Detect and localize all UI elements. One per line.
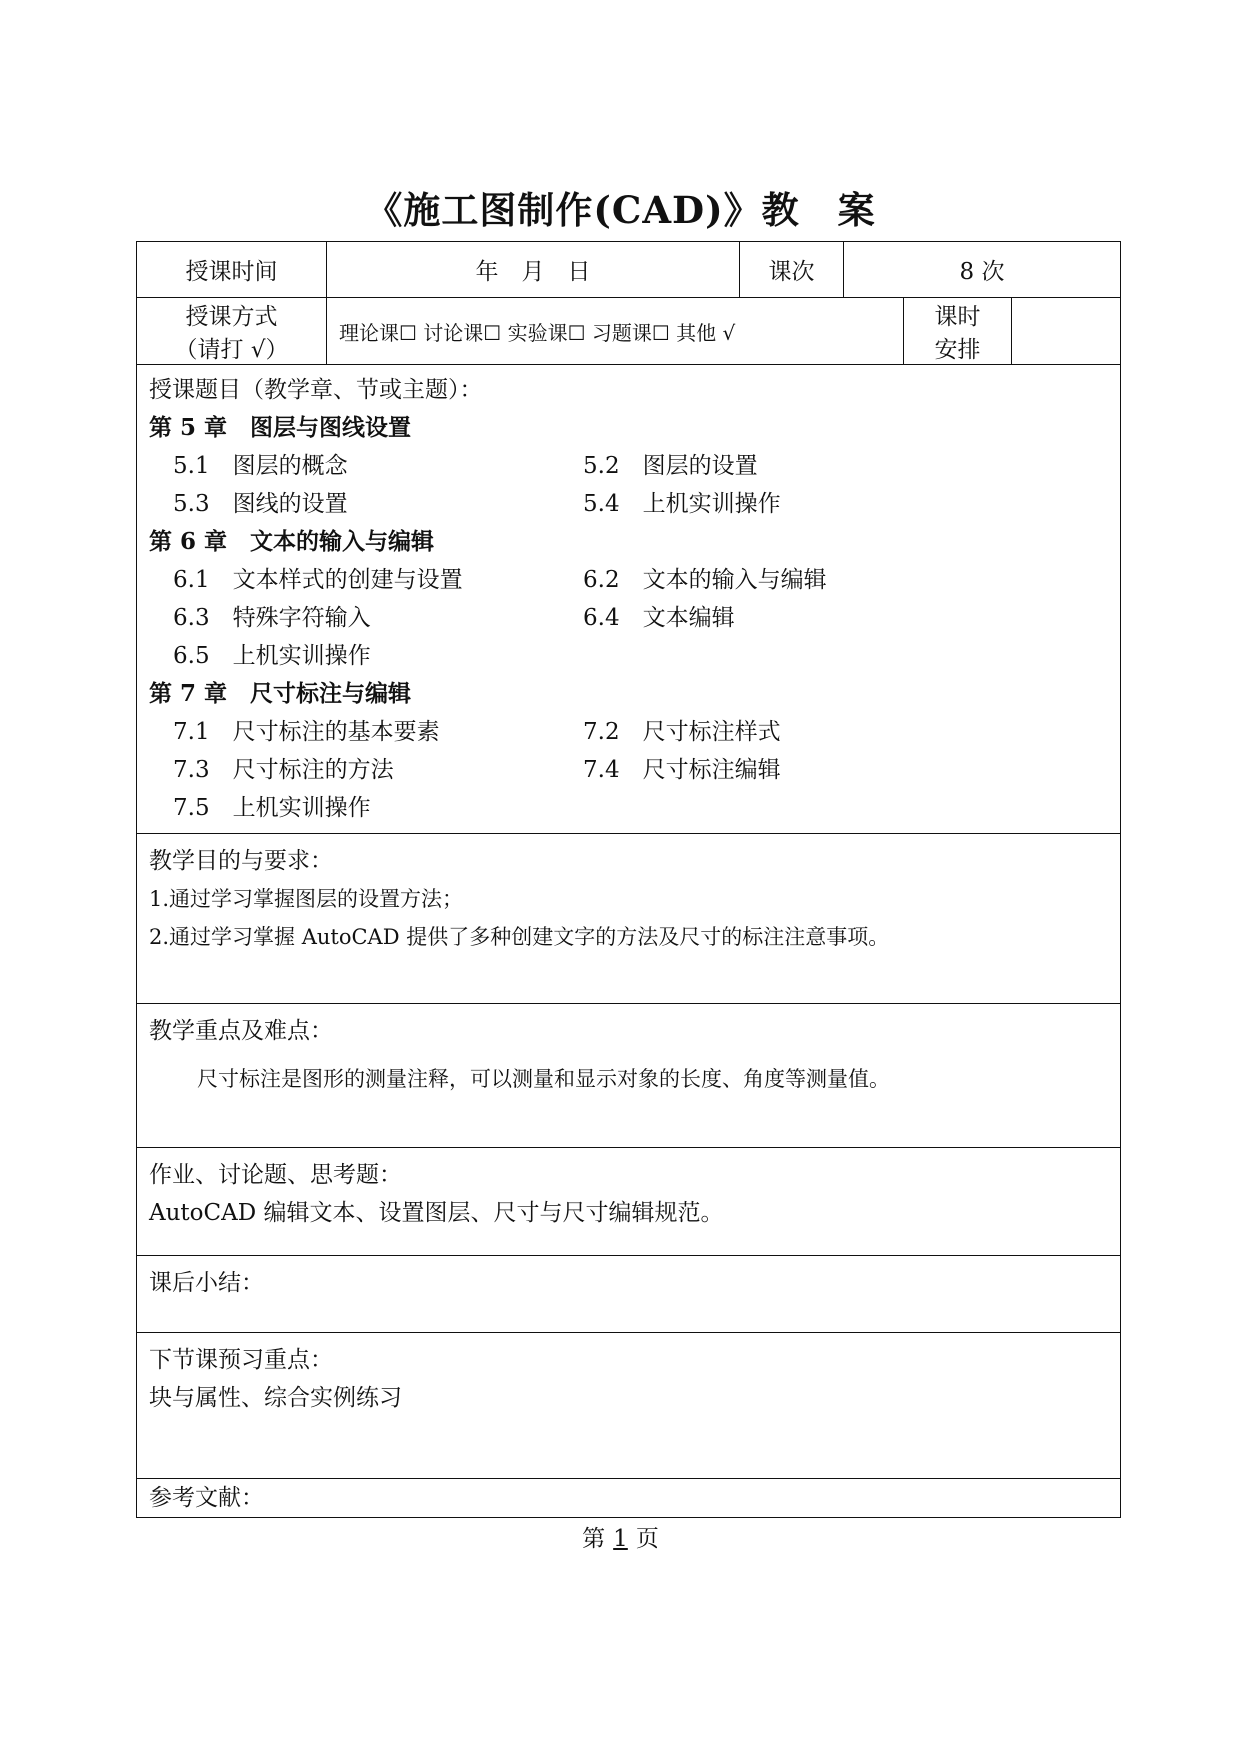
summary-heading: 课后小结：	[149, 1270, 264, 1296]
goal-item: 1.通过学习掌握图层的设置方法；	[149, 887, 464, 911]
section-row	[149, 561, 1108, 599]
section-row	[149, 789, 1108, 827]
section-row	[149, 599, 1108, 637]
preview-cell	[137, 1333, 1121, 1479]
hours-value	[1012, 298, 1121, 365]
goals-cell	[137, 834, 1121, 1004]
row-method	[137, 298, 1121, 365]
section-row	[149, 751, 1108, 789]
section-item: 7.2 尺寸标注样式	[583, 719, 781, 745]
keypoints-cell	[137, 1004, 1121, 1148]
date-field: 年 月 日	[327, 242, 740, 298]
section-row	[149, 713, 1108, 751]
homework-text: AutoCAD 编辑文本、设置图层、尺寸与尺寸编辑规范。	[149, 1200, 724, 1226]
section-item: 7.1 尺寸标注的基本要素	[173, 719, 440, 745]
preview-text: 块与属性、综合实例练习	[149, 1385, 402, 1411]
section-row	[149, 637, 1108, 675]
row-homework	[137, 1148, 1121, 1256]
references-heading: 参考文献：	[149, 1485, 264, 1511]
lesson-plan-table	[136, 241, 1121, 1518]
session-value: 8 次	[844, 242, 1121, 298]
section-item: 5.3 图线的设置	[173, 491, 348, 517]
keypoints-heading: 教学重点及难点：	[149, 1018, 333, 1044]
topics-cell	[137, 365, 1121, 834]
keypoints-text: 尺寸标注是图形的测量注释，可以测量和显示对象的长度、角度等测量值。	[197, 1067, 890, 1091]
section-item: 6.4 文本编辑	[583, 605, 735, 631]
references-cell	[137, 1479, 1121, 1518]
hours-label	[904, 298, 1012, 365]
chapter-title: 第 6 章 文本的输入与编辑	[149, 528, 435, 555]
row-time	[137, 242, 1121, 298]
section-item: 5.4 上机实训操作	[583, 491, 781, 517]
section-item: 7.5 上机实训操作	[173, 795, 371, 821]
document-title: 《施工图制作(CAD)》教 案	[365, 188, 876, 232]
goal-item: 2.通过学习掌握 AutoCAD 提供了多种创建文字的方法及尺寸的标注注意事项。	[149, 925, 890, 949]
row-references	[137, 1479, 1121, 1518]
hours-label-line1: 课时	[934, 304, 981, 330]
row-goals	[137, 834, 1121, 1004]
footer-prefix: 第	[582, 1526, 606, 1552]
section-item: 7.3 尺寸标注的方法	[173, 757, 394, 783]
section-item: 6.3 特殊字符输入	[173, 605, 371, 631]
method-label-line2: （请打 √）	[174, 337, 289, 363]
method-label	[137, 298, 327, 365]
section-row	[149, 447, 1108, 485]
summary-cell	[137, 1256, 1121, 1333]
row-preview	[137, 1333, 1121, 1479]
chapter-title: 第 7 章 尺寸标注与编辑	[149, 680, 412, 707]
page-footer	[0, 1520, 1241, 1553]
preview-heading: 下节课预习重点：	[149, 1347, 333, 1373]
row-topics	[137, 365, 1121, 834]
row-keypoints	[137, 1004, 1121, 1148]
section-row	[149, 485, 1108, 523]
section-item: 7.4 尺寸标注编辑	[583, 757, 781, 783]
method-label-line1: 授课方式	[185, 304, 278, 330]
hours-label-line2: 安排	[934, 337, 981, 363]
section-item: 6.5 上机实训操作	[173, 643, 371, 669]
goals-heading: 教学目的与要求：	[149, 848, 333, 874]
session-label: 课次	[740, 242, 844, 298]
row-summary	[137, 1256, 1121, 1333]
page-number: 1	[613, 1526, 628, 1552]
topics-heading: 授课题目（教学章、节或主题）：	[149, 377, 483, 403]
homework-cell	[137, 1148, 1121, 1256]
homework-heading: 作业、讨论题、思考题：	[149, 1162, 402, 1188]
method-options: 理论课☐ 讨论课☐ 实验课☐ 习题课☐ 其他 √	[327, 298, 904, 365]
section-item: 6.1 文本样式的创建与设置	[173, 567, 463, 593]
section-item: 5.1 图层的概念	[173, 453, 348, 479]
chapter-title: 第 5 章 图层与图线设置	[149, 414, 412, 441]
section-item: 6.2 文本的输入与编辑	[583, 567, 827, 593]
footer-suffix: 页	[635, 1526, 659, 1552]
time-label: 授课时间	[137, 242, 327, 298]
section-item: 5.2 图层的设置	[583, 453, 758, 479]
